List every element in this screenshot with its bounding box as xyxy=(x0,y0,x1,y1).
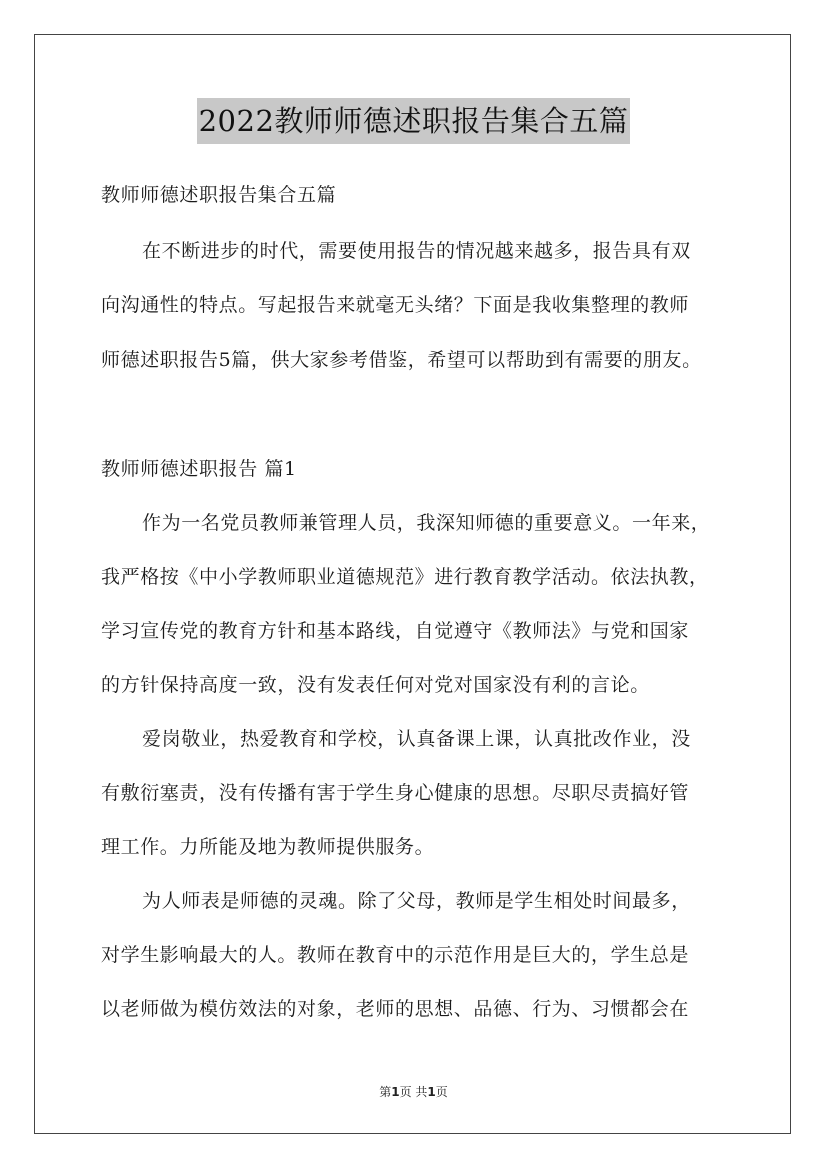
footer-page-mid: 页 共 xyxy=(399,1085,428,1099)
paragraph-line: 作为一名党员教师兼管理人员，我深知师德的重要意义。一年来， xyxy=(142,512,711,534)
footer-page-prefix: 第 xyxy=(379,1085,392,1099)
subtitle: 教师师德述职报告集合五篇 xyxy=(101,184,337,206)
paragraph-line: 师德述职报告5篇，供大家参考借鉴，希望可以帮助到有需要的朋友。 xyxy=(101,349,702,371)
section-heading: 教师师德述职报告 篇1 xyxy=(101,458,297,480)
paragraph-line: 在不断进步的时代，需要使用报告的情况越来越多，报告具有双 xyxy=(142,240,691,262)
title-container xyxy=(0,98,827,144)
paragraph-line: 为人师表是师德的灵魂。除了父母，教师是学生相处时间最多， xyxy=(142,890,691,912)
paragraph-line: 学习宣传党的教育方针和基本路线，自觉遵守《教师法》与党和国家 xyxy=(101,620,690,642)
paragraph-line: 理工作。力所能及地为教师提供服务。 xyxy=(101,836,435,858)
footer-page-total: 1 xyxy=(427,1085,436,1099)
paragraph-line: 有敷衍塞责，没有传播有害于学生身心健康的思想。尽职尽责搞好管 xyxy=(101,782,690,804)
paragraph-line: 向沟通性的特点。写起报告来就毫无头绪？下面是我收集整理的教师 xyxy=(101,294,690,316)
paragraph-line: 的方针保持高度一致，没有发表任何对党对国家没有利的言论。 xyxy=(101,674,650,696)
paragraph-line: 我严格按《中小学教师职业道德规范》进行教育教学活动。依法执教， xyxy=(101,566,709,588)
paragraph-line: 对学生影响最大的人。教师在教育中的示范作用是巨大的，学生总是 xyxy=(101,944,690,966)
document-title: 2022教师师德述职报告集合五篇 xyxy=(197,98,631,144)
page-footer xyxy=(0,1083,827,1100)
footer-page-suffix: 页 xyxy=(435,1085,448,1099)
footer-page-current: 1 xyxy=(391,1085,400,1099)
paragraph-line: 爱岗敬业，热爱教育和学校，认真备课上课，认真批改作业，没 xyxy=(142,728,691,750)
paragraph-line: 以老师做为模仿效法的对象，老师的思想、品德、行为、习惯都会在 xyxy=(101,998,690,1020)
